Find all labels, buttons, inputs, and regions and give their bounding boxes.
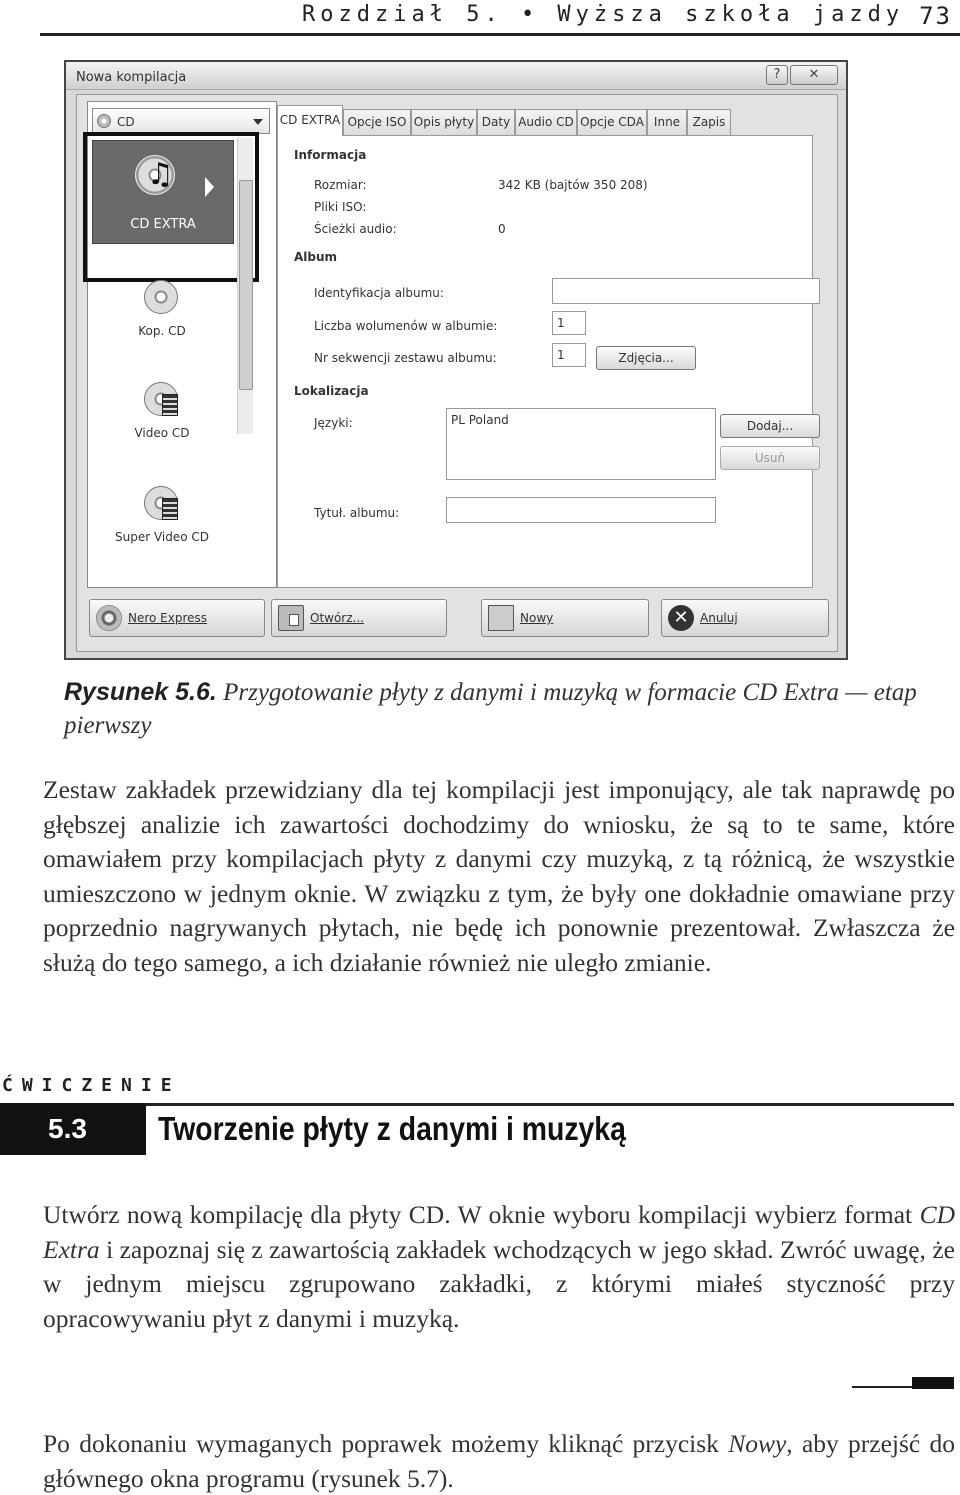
window-titlebar [66, 62, 846, 90]
disc-icon [97, 114, 111, 128]
compilation-item-label: Kop. CD [138, 324, 186, 338]
cd-extra-tab-panel [277, 135, 813, 588]
cancel-label: Anuluj [700, 611, 738, 625]
super-video-cd-icon [142, 484, 182, 524]
sequence-label: Nr sekwencji zestawu albumu: [314, 351, 497, 365]
info-heading: Informacja [294, 148, 367, 162]
languages-label: Języki: [314, 416, 353, 430]
new-document-icon [488, 605, 514, 631]
album-title-label: Tytuł. albumu: [314, 506, 400, 520]
help-button[interactable]: ? [766, 65, 788, 85]
body-paragraph: Zestaw zakładek przewidziany dla tej kompilacji jest imponujący, ale tak naprawdę po głębszej analizie ich zawartości dochodzimy do wniosku, że są to te same, które omawiałem przy kompilacjach płyty z danymi czy muzyką, z tą różnicą, że wszystkie umieszczono w jednym oknie. W związku z tym, że były one dokładnie omawiane przy poprzednio nagrywanych płytach, nie będę ich ponownie prezentował. Zwłaszcza że służą do tego samego, a ich działanie również nie uległo zmianie. [43, 775, 955, 977]
open-label: Otwórz... [310, 611, 364, 625]
exercise-rule [146, 1103, 954, 1106]
compilation-type-panel [87, 101, 277, 588]
close-button[interactable]: ✕ [790, 65, 838, 85]
window-title: Nowa kompilacja [76, 70, 187, 85]
new-label: Nowy [520, 611, 554, 625]
pictures-button[interactable]: Zdjęcia... [596, 346, 696, 370]
remove-language-button[interactable]: Usuń [720, 446, 820, 470]
list-item[interactable]: PL Poland [451, 413, 509, 427]
new-button[interactable] [481, 599, 649, 637]
size-value: 342 KB (bajtów 350 208) [498, 178, 648, 192]
video-cd-icon [142, 380, 182, 420]
sequence-input[interactable]: 1 [552, 343, 586, 367]
button-name: Nowy [728, 1429, 787, 1458]
chevron-down-icon [253, 119, 263, 125]
body-paragraph [43, 1427, 955, 1495]
nero-icon [96, 605, 122, 631]
figure-number: Rysunek 5.6. [64, 678, 217, 706]
figure-caption [64, 676, 944, 742]
compilation-item-super-video-cd[interactable] [92, 484, 232, 544]
highlight-frame [83, 132, 259, 282]
copy-cd-icon [142, 278, 182, 318]
tab-cda-options[interactable]: Opcje CDA [577, 109, 647, 135]
cancel-icon: ✕ [668, 605, 694, 631]
cd-extra-icon: ♫ [135, 155, 179, 199]
compilation-item-label: CD EXTRA [130, 217, 196, 232]
exercise-title: Tworzenie płyty z danymi i muzyką [158, 1110, 626, 1147]
exercise-text-part: Utwórz nową kompilację dla płyty CD. W oknie wyboru kompilacji wybierz format [43, 1200, 913, 1229]
paragraph-text-part: Po dokonaniu wymaganych poprawek możemy kliknąć przycisk [43, 1429, 719, 1458]
iso-files-label: Pliki ISO: [314, 200, 367, 214]
exercise-number-badge [0, 1103, 146, 1155]
chapter-title: Rozdział 5. • Wyższa szkoła jazdy [302, 2, 905, 27]
compilation-item-video-cd[interactable] [92, 380, 232, 440]
figure-caption-text: Przygotowanie płyty z danymi i muzyką w formacie CD Extra — etap pierwszy [64, 679, 917, 739]
exercise-format-name: CD Extra [43, 1200, 955, 1264]
open-button[interactable] [271, 599, 447, 637]
exercise-text-part: i zapoznaj się z zawartością zakładek wchodzących w jego skład. Zwróć uwagę, że w jednym miejscu zgrupowano zakładki, z którymi miałeś styczność przy opracowywaniu płyt z danymi i muzyką. [43, 1234, 955, 1333]
exercise-number: 5.3 [48, 1113, 87, 1144]
tab-audio-cd[interactable]: Audio CD [515, 109, 577, 135]
cancel-button[interactable] [661, 599, 829, 637]
exercise-text [43, 1198, 955, 1336]
album-title-input[interactable] [446, 497, 716, 523]
tab-cd-extra[interactable]: CD EXTRA [277, 105, 343, 136]
nero-express-label: Nero Express [128, 611, 208, 625]
tab-dates[interactable]: Daty [477, 109, 515, 135]
album-id-input[interactable] [552, 278, 820, 304]
audio-tracks-label: Ścieżki audio: [314, 222, 397, 236]
add-language-button[interactable]: Dodaj... [720, 414, 820, 438]
tab-disc-description[interactable]: Opis płyty [411, 109, 477, 135]
new-compilation-window [64, 60, 848, 660]
exercise-end-mark [852, 1377, 954, 1389]
volumes-input[interactable]: 1 [552, 311, 586, 335]
compilation-item-copy-cd[interactable] [92, 278, 232, 338]
page-number: 73 [919, 2, 952, 30]
audio-tracks-value: 0 [498, 222, 506, 236]
media-type-value: CD [117, 115, 135, 129]
size-label: Rozmiar: [314, 178, 367, 192]
volumes-label: Liczba wolumenów w albumie: [314, 319, 498, 333]
nero-express-button[interactable] [89, 599, 265, 637]
exercise-label: ĆWICZENIE [2, 1075, 181, 1096]
running-header [40, 0, 960, 36]
compilation-item-label: Super Video CD [114, 530, 210, 544]
album-heading: Album [294, 250, 338, 264]
dialog-client-area [76, 94, 838, 652]
tab-iso-options[interactable]: Opcje ISO [343, 109, 411, 135]
list-scrollbar[interactable] [237, 138, 253, 434]
tab-other[interactable]: Inne [647, 109, 687, 135]
compilation-item-label: Video CD [134, 426, 190, 440]
media-type-dropdown[interactable] [92, 108, 270, 134]
paragraph-text-part: , aby przejść do głównego okna programu (rysunek 5.7). [43, 1429, 955, 1493]
open-folder-icon [278, 605, 304, 631]
languages-list[interactable] [446, 408, 716, 480]
album-id-label: Identyfikacja albumu: [314, 286, 444, 300]
localization-heading: Lokalizacja [294, 384, 369, 398]
scrollbar-thumb[interactable] [239, 180, 253, 390]
tab-burn[interactable]: Zapis [687, 109, 731, 135]
